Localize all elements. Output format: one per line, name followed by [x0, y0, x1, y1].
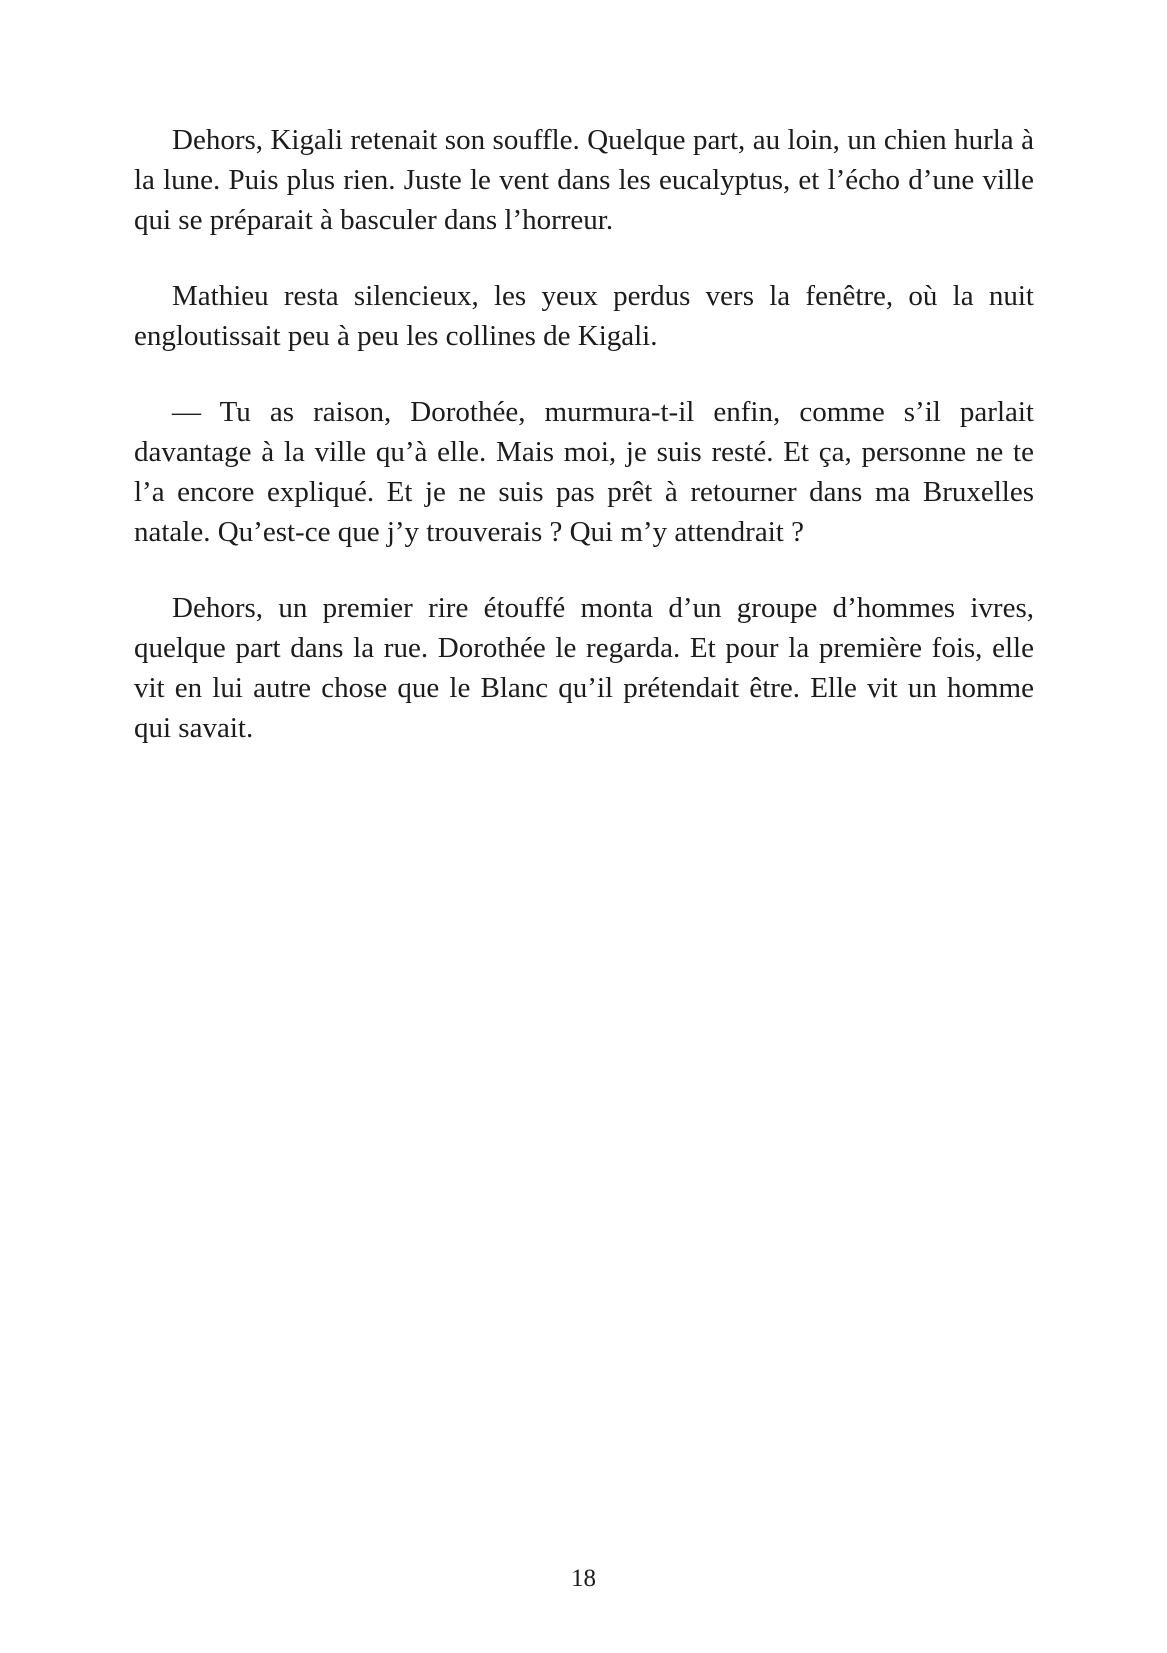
paragraph: Dehors, Kigali retenait son souffle. Quelque part, au loin, un chien hurla à la lune. Puis plus rien. Juste le vent dans les eucalyptus, et l’écho d’une ville qui se préparait à basculer dans l’horreur. — [134, 124, 1034, 236]
paragraph: Mathieu resta silencieux, les yeux perdus vers la fenêtre, où la nuit engloutissait peu à peu les collines de Kigali. — [134, 280, 1034, 352]
page-number: 18 — [571, 1565, 596, 1592]
paragraph: — Tu as raison, Dorothée, murmura-t-il enfin, comme s’il parlait davantage à la ville qu’à elle. Mais moi, je suis resté. Et ça, personne ne te l’a encore expliqué. Et je ne suis pas prêt à retourner dans ma Bruxelles natale. Qu’est-ce que j’y trouverais ? Qui m’y attendrait ? — [134, 396, 1034, 548]
paragraph: Dehors, un premier rire étouffé monta d’un groupe d’hommes ivres, quelque part dans la rue. Dorothée le regarda. Et pour la première fois, elle vit en lui autre chose que le Blanc qu’il prétendait être. Elle vit un homme qui savait. — [134, 592, 1034, 744]
body-text — [134, 120, 1034, 784]
